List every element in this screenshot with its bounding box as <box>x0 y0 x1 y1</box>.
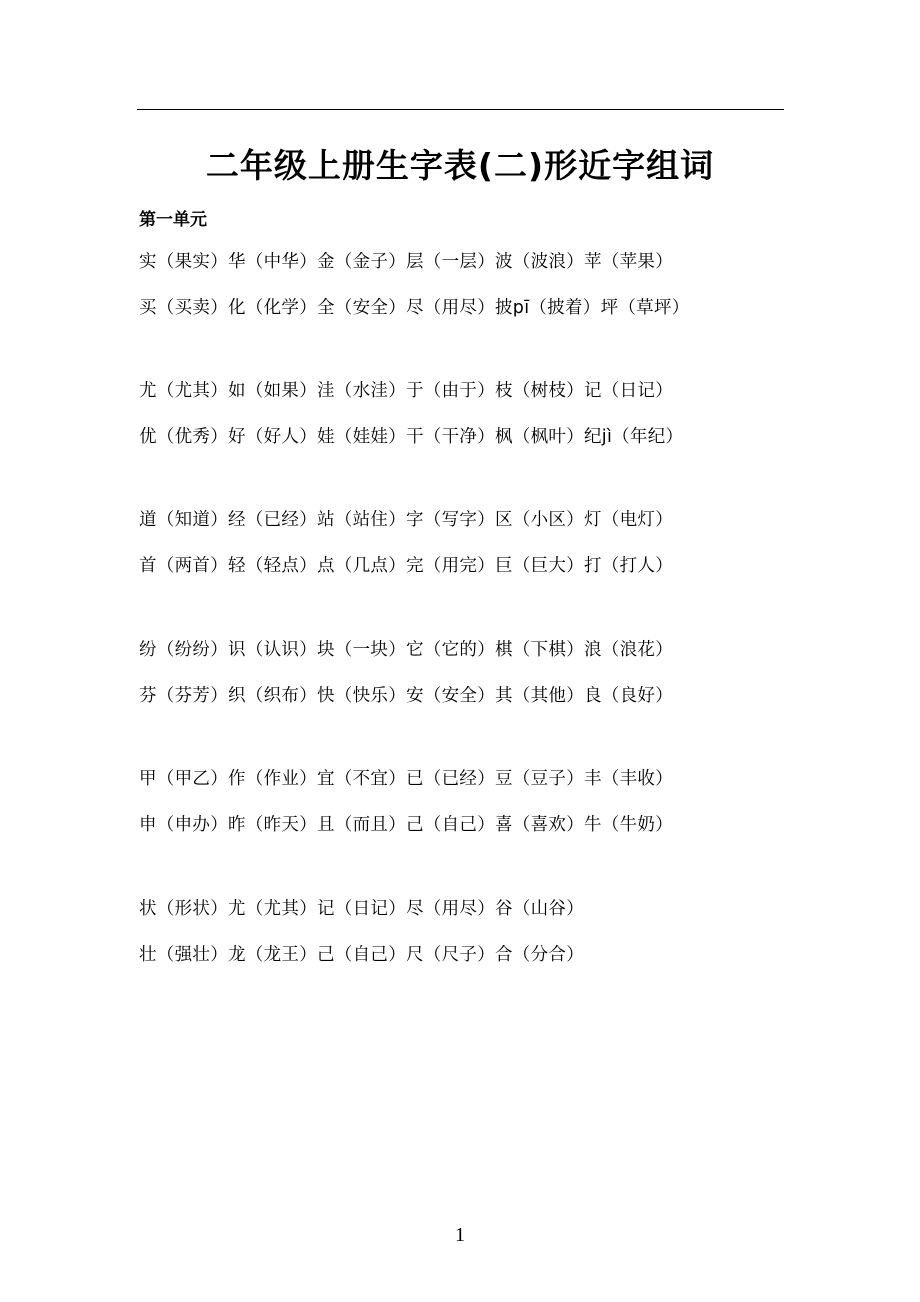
word-row: 道（知道）经（已经）站（站住）字（写字）区（小区）灯（电灯） <box>139 510 673 530</box>
word-row: 实（果实）华（中华）金（金子）层（一层）波（波浪）苹（苹果） <box>139 252 673 272</box>
word-row: 申（申办）昨（昨天）且（而且）己（自己）喜（喜欢）牛（牛奶） <box>139 815 673 835</box>
word-row: 首（两首）轻（轻点）点（几点）完（用完）巨（巨大）打（打人） <box>139 556 673 576</box>
header-rule <box>137 109 784 110</box>
word-row: 壮（强壮）龙（龙王）己（自己）尺（尺子）合（分合） <box>139 945 584 965</box>
word-row: 状（形状）尤（尤其）记（日记）尽（用尽）谷（山谷） <box>139 899 584 919</box>
word-row: 芬（芬芳）织（织布）快（快乐）安（安全）其（其他）良（良好） <box>139 686 673 706</box>
word-row: 甲（甲乙）作（作业）宜（不宜）已（已经）豆（豆子）丰（丰收） <box>139 769 673 789</box>
page-number: 1 <box>455 1224 465 1246</box>
word-row: 优（优秀）好（好人）娃（娃娃）干（干净）枫（枫叶）纪jì（年纪） <box>139 427 684 447</box>
word-row: 尤（尤其）如（如果）洼（水洼）于（由于）枝（树枝）记（日记） <box>139 381 673 401</box>
section-heading: 第一单元 <box>139 210 207 230</box>
document-title: 二年级上册生字表(二)形近字组词 <box>205 146 715 185</box>
word-row: 纷（纷纷）识（认识）块（一块）它（它的）棋（下棋）浪（浪花） <box>139 640 673 660</box>
word-row: 买（买卖）化（化学）全（安全）尽（用尽）披pī（披着）坪（草坪） <box>139 298 690 318</box>
